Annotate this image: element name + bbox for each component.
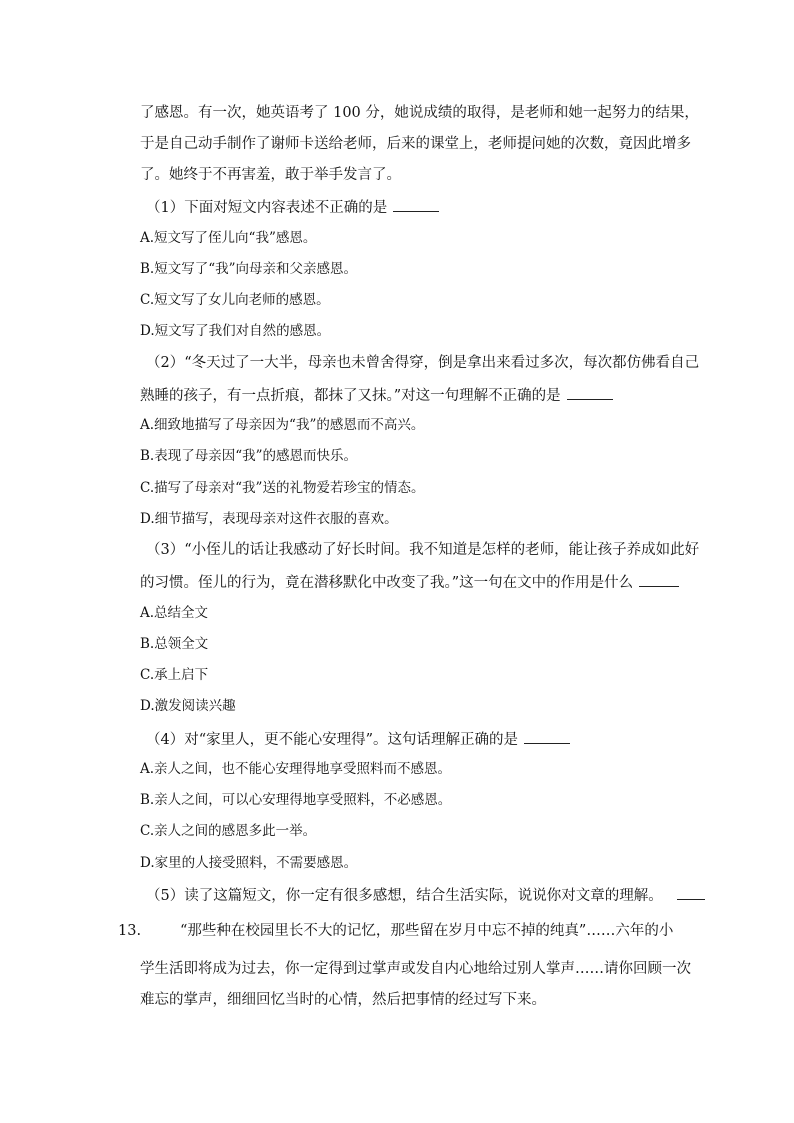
question-13-line: 难忘的掌声，细细回忆当时的心情，然后把事情的经过写下来。 xyxy=(140,992,546,1008)
question-4-option-a: A.亲人之间，也不能心安理得地享受照料而不感恩。 xyxy=(140,761,452,777)
question-4-option-d: D.家里的人接受照料，不需要感恩。 xyxy=(140,855,358,871)
passage-line: 于是自己动手制作了谢师卡送给老师，后来的课堂上，老师提问她的次数，竟因此增多 xyxy=(140,136,691,152)
question-13-line: 学生活即将成为过去，你一定得到过掌声或发自内心地给过别人掌声……请你回顾一次 xyxy=(140,961,691,977)
answer-blank[interactable] xyxy=(393,197,439,212)
answer-blank[interactable] xyxy=(639,572,679,587)
question-5-stem: （5）读了这篇短文，你一定有很多感想，结合生活实际，说说你对文章的理解。 xyxy=(146,885,686,905)
question-3-option-c: C.承上启下 xyxy=(140,667,209,683)
question-3-option-a: A.总结全文 xyxy=(140,605,209,621)
question-4-option-b: B.亲人之间，可以心安理得地享受照料，不必感恩。 xyxy=(140,792,452,808)
question-3-stem: （3）“小侄儿的话让我感动了好长时间。我不知道是怎样的老师，能让孩子养成如此好 xyxy=(146,542,700,558)
question-1-option-a: A.短文写了侄儿向“我”感恩。 xyxy=(140,230,317,246)
question-4-stem: （4）对“家里人，更不能心安理得”。这句话理解正确的是 xyxy=(146,729,686,749)
question-2-option-b: B.表现了母亲因“我”的感恩而快乐。 xyxy=(140,448,358,464)
question-2-option-c: C.描写了母亲对“我”送的礼物爱若珍宝的情态。 xyxy=(140,480,425,496)
question-2-option-a: A.细致地描写了母亲因为“我”的感恩而不高兴。 xyxy=(140,417,425,433)
question-13-number: 13. xyxy=(118,923,142,939)
answer-blank[interactable] xyxy=(677,885,705,900)
passage-line: 了感恩。有一次，她英语考了 100 分，她说成绩的取得，是老师和她一起努力的结果， xyxy=(140,105,699,121)
question-3-option-d: D.激发阅读兴趣 xyxy=(140,698,236,714)
question-4-option-c: C.亲人之间的感恩多此一举。 xyxy=(140,823,317,839)
question-3-option-b: B.总领全文 xyxy=(140,636,209,652)
question-2-option-d: D.细节描写，表现母亲对这件衣服的喜欢。 xyxy=(140,511,398,527)
answer-blank[interactable] xyxy=(567,385,613,400)
question-13-line: “那些种在校园里长不大的记忆，那些留在岁月中忘不掉的纯真”……六年的小 xyxy=(180,923,674,939)
question-1-option-b: B.短文写了“我”向母亲和父亲感恩。 xyxy=(140,261,358,277)
passage-line: 了。她终于不再害羞，敢于举手发言了。 xyxy=(140,167,401,183)
question-1-stem: （1）下面对短文内容表述不正确的是 xyxy=(146,197,686,217)
question-2-stem: （2）“冬天过了一大半，母亲也未曾舍得穿，倒是拿出来看过多次，每次都仿佛看自己 xyxy=(146,355,700,371)
question-2-stem: 熟睡的孩子，有一点折痕，都抹了又抹。”对这一句理解不正确的是 xyxy=(140,385,680,405)
question-3-stem: 的习惯。侄儿的行为，竟在潜移默化中改变了我。”这一句在文中的作用是什么 xyxy=(140,572,680,592)
question-1-option-d: D.短文写了我们对自然的感恩。 xyxy=(140,323,331,339)
question-1-option-c: C.短文写了女儿向老师的感恩。 xyxy=(140,292,330,308)
answer-blank[interactable] xyxy=(524,729,570,744)
